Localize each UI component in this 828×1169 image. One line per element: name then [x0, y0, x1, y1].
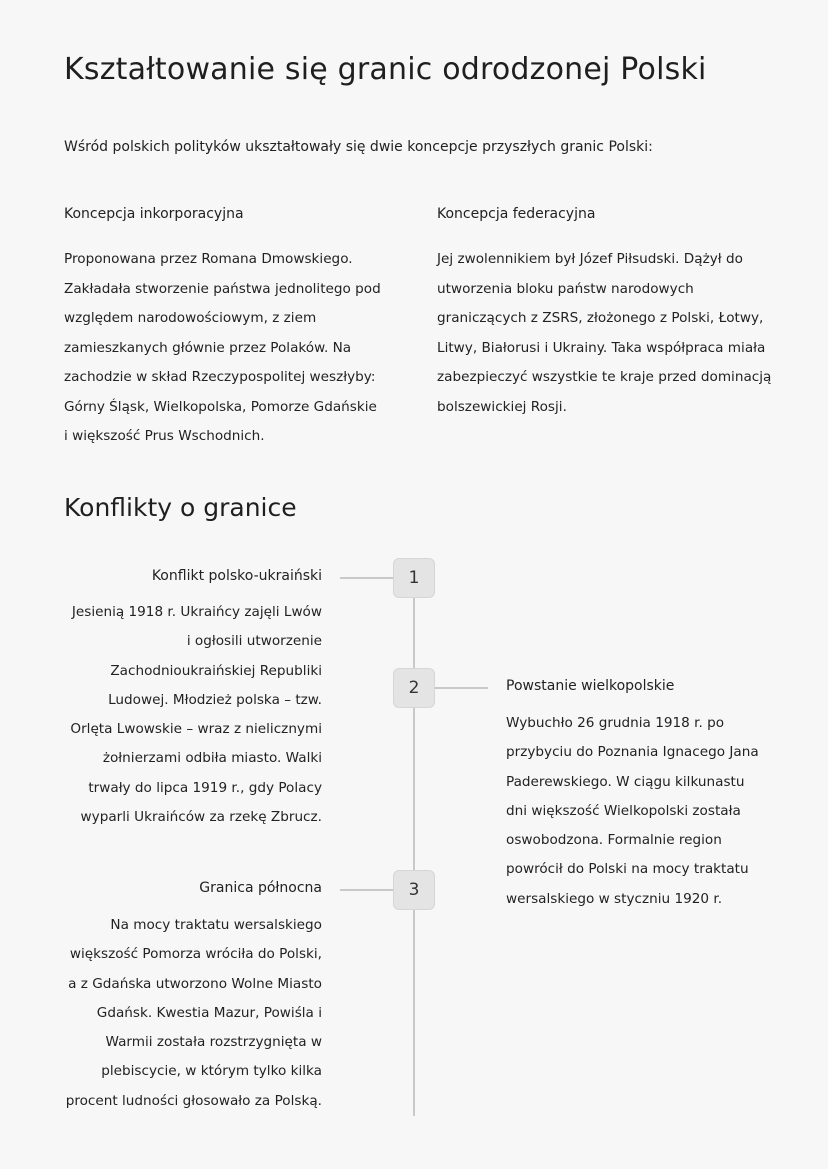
concept-title: Koncepcja inkorporacyjna: [64, 206, 244, 222]
timeline-connector: [340, 577, 394, 579]
event-title-3: Granica północna: [199, 880, 322, 896]
event-text-1: Jesienią 1918 r. Ukraińcy zajęli Lwów i ogłosili utworzenie Zachodnioukraińskiej Republiki Ludowej. Młodzież polska – tzw. Orlęta Lwowskie – wraz z nielicznymi żołnierzami odbiła miasto. Walki trwały do lipca 1919 r., gdy Polacy wyparli Ukraińców za rzekę Zbrucz.: [70, 604, 322, 826]
event-text-3: Na mocy traktatu wersalskiego większość Pomorza wróciła do Polski, a z Gdańska utworzono Wolne Miasto Gdańsk. Kwestia Mazur, Powiśla i Warmii została rozstrzygnięta w plebiscycie, w którym tylko kilka procent ludności głosowało za Polską.: [65, 917, 322, 1109]
concept-incorporation: [64, 203, 384, 452]
event-title-1: Konflikt polsko-ukraiński: [151, 568, 322, 584]
timeline-line: [413, 578, 415, 1116]
concept-text: Proponowana przez Romana Dmowskiego. Zakładała stworzenie państwa jednolitego pod względem narodowościowym, z ziem zamieszkanych głównie przez Polaków. Na zachodzie w skład Rzeczypospolitej weszłyby: Górny Śląsk, Wielkopolska, Pomorze Gdańskie i większość Prus Wschodnich.: [64, 251, 381, 444]
concept-title: Koncepcja federacyjna: [437, 206, 596, 222]
section-title: Konflikty o granice: [64, 493, 297, 522]
timeline-badge-2: 2: [393, 668, 435, 708]
timeline-badge-1: 1: [393, 558, 435, 598]
page-title: Kształtowanie się granic odrodzonej Polski: [64, 52, 707, 87]
timeline-connector: [434, 687, 488, 689]
concept-text: Jej zwolennikiem był Józef Piłsudski. Dążył do utworzenia bloku państw narodowych graniczących z ZSRS, złożonego z Polski, Łotwy, Litwy, Białorusi i Ukrainy. Taka współpraca miała zabezpieczyć wszystkie te kraje przed dominacją bolszewickiej Rosji.: [437, 251, 772, 415]
timeline-badge-3: 3: [393, 870, 435, 910]
intro-text: Wśród polskich polityków ukształtowały się dwie koncepcje przyszłych granic Polski:: [64, 139, 653, 155]
event-title-2: Powstanie wielkopolskie: [506, 678, 675, 694]
event-text-2: Wybuchło 26 grudnia 1918 r. po przybyciu do Poznania Ignacego Jana Paderewskiego. W ciągu kilkunastu dni większość Wielkopolski została oswobodzona. Formalnie region powrócił do Polski na mocy traktatu wersalskiego w styczniu 1920 r.: [506, 715, 759, 907]
timeline-connector: [340, 889, 394, 891]
concept-federation: [437, 203, 777, 422]
